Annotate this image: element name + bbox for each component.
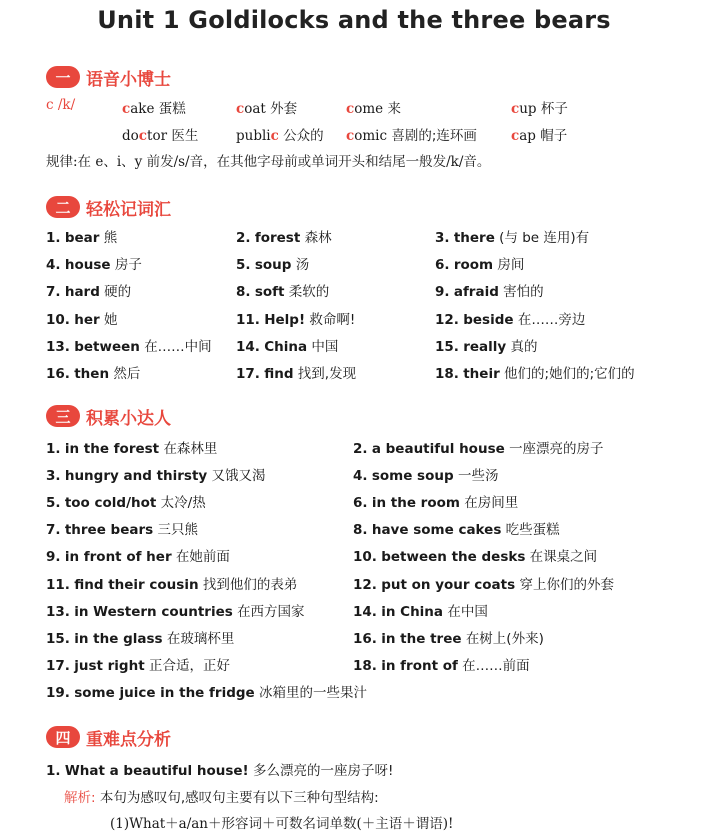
phonics-word (346, 97, 401, 117)
vocab-meaning: 找到,发现 (297, 366, 357, 382)
vocab-num: 5. (236, 257, 251, 274)
vocab-meaning: 中国 (311, 338, 339, 355)
phrase-num: 11. (46, 576, 70, 593)
phonics-rule: 规律:在 e、i、y 前发/s/音，在其他字母前或单词开头和结尾一般发/k/音。 (46, 154, 491, 170)
phrase-english: a beautiful house (371, 441, 505, 457)
phrase-meaning: 在她前面 (175, 549, 230, 566)
phrase-item (353, 437, 604, 457)
phrase-english: have some cakes (371, 522, 502, 539)
phrase-num: 8. (353, 522, 368, 539)
vocab-word: bear (64, 230, 100, 246)
vocab-word: afraid (453, 284, 499, 301)
phrase-item (46, 627, 234, 647)
vocab-word: hard (64, 284, 100, 301)
vocab-meaning: 房间 (497, 257, 525, 274)
phrase-item (353, 518, 560, 538)
vocab-item (435, 253, 524, 273)
vocab-meaning: 森林 (304, 230, 332, 246)
vocab-num: 12. (435, 311, 459, 328)
vocab-num: 17. (236, 366, 260, 382)
phrase-english: in the room (371, 495, 460, 512)
phrase-item (46, 573, 297, 593)
vocab-num: 13. (46, 338, 70, 355)
vocab-word: house (64, 257, 111, 274)
phrase-num: 12. (353, 576, 377, 593)
phonics-word-suffix: ap (519, 128, 536, 144)
phonics-highlight-letter: c (511, 101, 520, 117)
phrase-item (353, 654, 530, 674)
vocab-meaning: 在……中间 (144, 338, 212, 355)
vocab-meaning: 他们的;她们的;它们的 (504, 366, 635, 382)
vocab-item (46, 362, 140, 382)
phonics-highlight-letter: c (138, 128, 148, 144)
phrase-num: 10. (353, 549, 377, 566)
phrase-num: 3. (46, 468, 61, 485)
vocab-word: find (264, 366, 294, 382)
phrase-num: 5. (46, 495, 61, 512)
phrase-meaning: 找到他们的表弟 (202, 576, 298, 593)
phonics-word (346, 124, 477, 144)
vocab-item (435, 335, 538, 355)
vocab-item (236, 226, 332, 246)
analysis-item (46, 759, 393, 779)
phrase-item (46, 464, 266, 484)
phonics-word-meaning: 医生 (167, 128, 199, 144)
vocab-meaning: 真的 (510, 338, 538, 355)
vocab-num: 6. (435, 257, 450, 274)
phonics-highlight-letter: c (346, 101, 355, 117)
phrase-item (353, 600, 488, 620)
phrase-num: 16. (353, 630, 377, 647)
phonics-word-suffix: tor (147, 128, 168, 144)
phrase-meaning: 穿上你们的外套 (519, 576, 614, 593)
section-vocab-header (46, 192, 171, 222)
phonics-highlight-letter: c (346, 128, 355, 144)
phonics-word-suffix: ome (354, 101, 384, 117)
phrase-item (46, 654, 230, 674)
vocab-word: Help! (264, 311, 306, 328)
vocab-num: 14. (236, 338, 260, 355)
phrase-num: 2. (353, 441, 368, 457)
phrase-num: 19. (46, 684, 70, 701)
phrase-english: in front of (381, 657, 458, 674)
vocab-meaning: 房子 (114, 257, 142, 274)
vocab-num: 16. (46, 366, 70, 382)
vocab-num: 9. (435, 284, 450, 301)
vocab-meaning: 汤 (295, 257, 310, 274)
phrase-english: three bears (64, 522, 154, 539)
vocab-word: her (74, 311, 100, 328)
analysis-text: 本句为感叹句,感叹句主要有以下三种句型结构: (99, 790, 379, 806)
phrase-english: in Western countries (74, 603, 233, 620)
phrase-item (353, 573, 614, 593)
phonics-label: c /k/ (46, 97, 76, 113)
vocab-item (46, 335, 212, 355)
vocab-word: soft (254, 284, 285, 301)
section-badge: 二 (46, 196, 80, 218)
vocab-meaning: 硬的 (104, 284, 132, 301)
phonics-word (236, 124, 324, 144)
phrase-english: in the forest (64, 441, 160, 457)
phrase-num: 1. (46, 441, 61, 457)
vocab-word: their (463, 366, 500, 382)
phrase-english: some juice in the fridge (74, 684, 255, 701)
phrase-num: 14. (353, 603, 377, 620)
section-title: 轻松记词汇 (86, 199, 171, 220)
section-badge: 三 (46, 405, 80, 427)
vocab-item (435, 362, 635, 382)
phrase-item (46, 491, 206, 511)
analysis-item-cn: 多么漂亮的一座房子呀! (252, 763, 394, 779)
phrase-meaning: 正合适，正好 (148, 657, 230, 674)
vocab-meaning: (与 be 连用)有 (499, 230, 590, 246)
section-title: 重难点分析 (86, 729, 171, 750)
section-badge: 四 (46, 726, 80, 748)
phonics-highlight-letter: c (270, 128, 279, 144)
phrase-num: 7. (46, 522, 61, 539)
phrase-english: between the desks (381, 549, 526, 566)
vocab-meaning: 救命啊! (309, 311, 356, 328)
phonics-word-suffix: up (519, 101, 537, 117)
analysis-pattern: (1)What＋a/an＋形容词＋可数名词单数(＋主语＋谓语)! (110, 816, 454, 832)
phonics-word-meaning: 帽子 (535, 128, 568, 144)
vocab-num: 18. (435, 366, 459, 382)
analysis-label: 解析: (64, 790, 96, 806)
vocab-item (46, 226, 117, 246)
phonics-word-suffix: ake (130, 101, 155, 117)
section-analysis-header (46, 722, 171, 752)
section-phonics-header (46, 62, 171, 92)
phrase-meaning: 吃些蛋糕 (505, 522, 560, 539)
section-phrases-header (46, 401, 171, 431)
phrase-meaning: 太冷/热 (160, 495, 206, 512)
phrase-meaning: 又饿又渴 (211, 468, 266, 485)
phrase-item (353, 464, 498, 484)
vocab-num: 15. (435, 338, 459, 355)
vocab-word: soup (254, 257, 292, 274)
phonics-word (511, 124, 567, 144)
vocab-num: 10. (46, 311, 70, 328)
phrase-item (353, 627, 544, 647)
vocab-item (435, 308, 585, 328)
phrase-num: 9. (46, 549, 61, 566)
phonics-highlight-letter: c (236, 101, 245, 117)
vocab-item (236, 280, 329, 300)
analysis-item-num: 1. (46, 763, 61, 779)
vocab-word: there (453, 230, 495, 246)
phonics-word-meaning: 来 (383, 101, 401, 117)
phrase-english: some soup (371, 468, 454, 485)
section-title: 积累小达人 (86, 408, 171, 429)
vocab-meaning: 害怕的 (503, 284, 544, 301)
phrase-meaning: 在树上(外来) (465, 630, 544, 647)
vocab-item (46, 280, 131, 300)
vocab-meaning: 熊 (103, 230, 118, 246)
phrase-meaning: 三只熊 (157, 522, 198, 539)
vocab-num: 1. (46, 230, 61, 246)
phrase-item (353, 545, 597, 565)
phonics-word-meaning: 杯子 (536, 101, 568, 117)
vocab-meaning: 柔软的 (288, 284, 330, 301)
vocab-item (435, 280, 544, 300)
vocab-word: forest (254, 230, 301, 246)
vocab-item (236, 362, 356, 382)
phrase-item (46, 681, 367, 701)
vocab-word: then (74, 366, 110, 382)
phonics-word-prefix: do (122, 128, 139, 144)
phonics-word-meaning: 蛋糕 (154, 101, 186, 117)
phrase-item (46, 545, 230, 565)
vocab-num: 8. (236, 284, 251, 301)
vocab-num: 2. (236, 230, 251, 246)
phrase-meaning: 一座漂亮的房子 (509, 441, 604, 457)
phrase-english: too cold/hot (64, 495, 157, 512)
vocab-item (435, 226, 589, 246)
phrase-meaning: 在……前面 (462, 657, 530, 674)
phrase-meaning: 在森林里 (163, 441, 218, 457)
phonics-highlight-letter: c (122, 101, 131, 117)
phrase-meaning: 在房间里 (464, 495, 519, 512)
phonics-word-prefix: publi (236, 128, 271, 144)
phrase-english: hungry and thirsty (64, 468, 208, 485)
phonics-word-meaning: 喜剧的;连环画 (387, 128, 477, 144)
vocab-meaning: 她 (103, 311, 118, 328)
phonics-word-meaning: 公众的 (278, 128, 324, 144)
phrase-item (353, 491, 518, 511)
vocab-num: 7. (46, 284, 61, 301)
vocab-item (236, 308, 355, 328)
phonics-word (122, 124, 198, 144)
phonics-word-meaning: 外套 (265, 101, 298, 117)
vocab-word: between (74, 338, 140, 355)
phrase-english: in the glass (74, 630, 163, 647)
vocab-meaning: 然后 (113, 366, 141, 382)
phonics-highlight-letter: c (511, 128, 520, 144)
vocab-meaning: 在……旁边 (517, 311, 586, 328)
phrase-num: 6. (353, 495, 368, 512)
vocab-word: really (463, 338, 507, 355)
phrase-num: 15. (46, 630, 70, 647)
phonics-word (122, 97, 186, 117)
vocab-word: beside (463, 311, 514, 328)
vocab-num: 11. (236, 311, 260, 328)
analysis-note (64, 786, 379, 806)
vocab-num: 3. (435, 230, 450, 246)
phonics-word-suffix: oat (244, 101, 266, 117)
phrase-item (46, 518, 198, 538)
vocab-item (236, 335, 338, 355)
phrase-english: put on your coats (381, 576, 516, 593)
phrase-meaning: 冰箱里的一些果汁 (258, 684, 367, 701)
analysis-item-en: What a beautiful house! (64, 763, 249, 779)
phrase-meaning: 在中国 (447, 603, 488, 620)
vocab-item (46, 308, 117, 328)
phrase-english: in China (381, 603, 444, 620)
phrase-num: 13. (46, 603, 70, 620)
phrase-num: 4. (353, 468, 368, 485)
vocab-item (236, 253, 309, 273)
vocab-num: 4. (46, 257, 61, 274)
phrase-num: 17. (46, 657, 70, 674)
page-title: Unit 1 Goldilocks and the three bears (97, 6, 611, 34)
vocab-word: room (453, 257, 494, 274)
vocab-word: China (264, 338, 308, 355)
phrase-item (46, 437, 217, 457)
phrase-english: in front of her (64, 549, 172, 566)
phrase-meaning: 在课桌之间 (529, 549, 598, 566)
phrase-meaning: 在西方国家 (237, 603, 305, 620)
phrase-meaning: 一些汤 (457, 468, 499, 485)
phrase-item (46, 600, 305, 620)
phonics-word (236, 97, 297, 117)
phonics-word (511, 97, 568, 117)
vocab-item (46, 253, 142, 273)
section-badge: 一 (46, 66, 80, 88)
phrase-english: just right (74, 657, 145, 674)
section-title: 语音小博士 (86, 69, 171, 90)
phrase-english: find their cousin (74, 576, 199, 593)
phonics-word-suffix: omic (354, 128, 388, 144)
phrase-english: in the tree (381, 630, 462, 647)
phrase-meaning: 在玻璃杯里 (166, 630, 235, 647)
phrase-num: 18. (353, 657, 377, 674)
